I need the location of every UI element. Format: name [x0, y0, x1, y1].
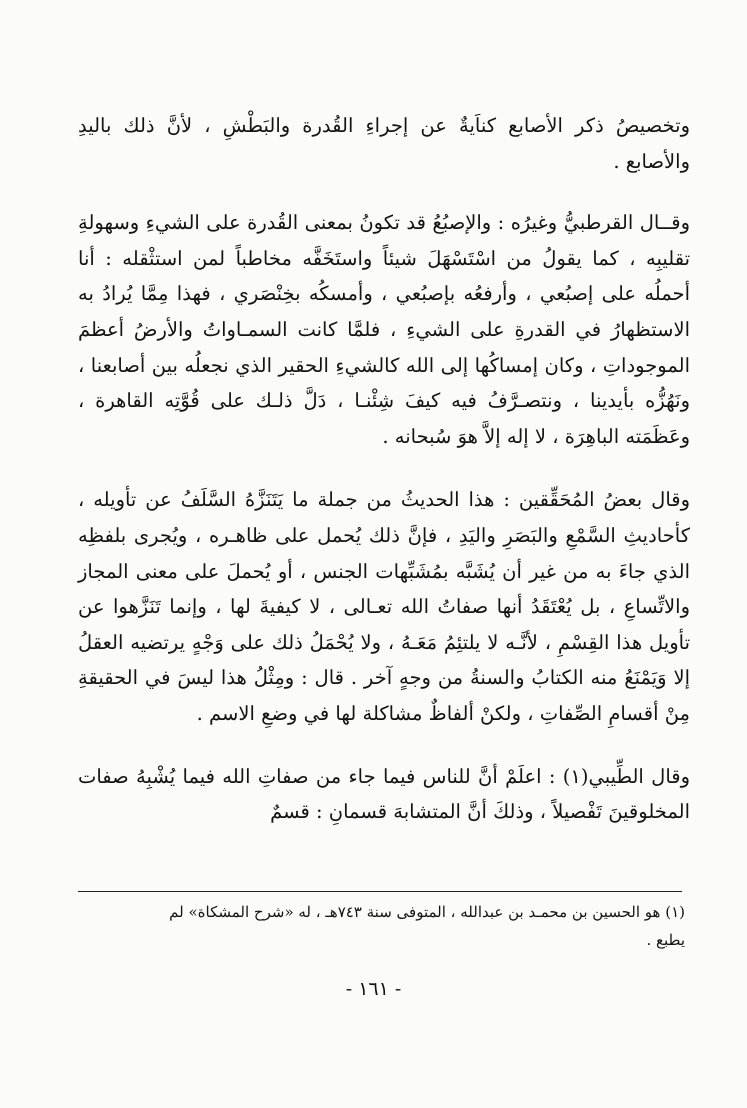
footnote-divider [78, 891, 682, 892]
paragraph-2: وقــال القرطبيُّ وغيرُه : والإصبُعُ قد تكونُ بمعنى القُدرة على الشيءِ وسهولةِ تقليبِه ، كما يقولُ من اسْتَسْهَلَ شيئاً واستَخَفَّه مخاطباً لمن استثْقله : أنا أحملُه على إصبُعي ، وأرفعُه بإصبُعي ، وأمسكُه بخِنْصَري ، فهذا مِمَّا يُرادُ به الاستظهارُ في القدرةِ على الشيءِ ، فلمَّا كانت السمـاواتُ والأرضُ أعظمَ الموجوداتِ ، وكان إمساكُها إلى الله كالشيءِ الحقير الذي نجعلُه بين أصابعنا ، ونَهُزُّه بأيدينا ، ونتصـرَّفُ فيه كيفَ شِئْنـا ، دَلَّ ذلـك على قُوَّتِه القاهرة ، وعَظَمَته الباهِرَة ، لا إله إلاَّ هوَ سُبحانه . [78, 211, 690, 448]
page-body [78, 108, 690, 830]
paragraph-1: وتخصيصُ ذكر الأصابع كناَيةٌ عن إجراءِ القُدرة والبَطْشِ ، لأنَّ ذلك باليدِ والأصابع . [78, 114, 690, 173]
page-number: - ١٦١ - [345, 978, 402, 1000]
paragraph-4: وقال الطِّيبي(١) : اعلَمْ أنَّ للناس فيما جاء من صفاتِ الله فيما يُشْبِهُ صفات المخلوقينَ تَفْصيلاً ، وذلكَ أنَّ المتشابهَ قسمانِ : قسمٌ [78, 764, 691, 824]
footnote: (١) هو الحسين بن محمـد بن عبدالله ، المتوفى سنة ٧٤٣هـ ، له «شرح المشكاة» لم يطبع . [169, 903, 685, 949]
paragraph-3: وقال بعضُ المُحَقِّقين : هذا الحديثُ من جملة ما يَتَنَزَّهُ السَّلَفُ عن تأويله ، كأحاديثِ السَّمْعِ والبَصَرِ واليَدِ ، فإنَّ ذلك يُحمل على ظاهـره ، ويُجرى بلفظِه الذي جاءَ به من غير أن يُشَبَّه بمُشَبِّهات الجنس ، أو يُحملَ على معنى المجاز والاتِّساعِ ، بل يُعْتَقَدُ أنها صفاتُ الله تعـالى ، لا كيفيةَ لها ، وإنما تَنَزَّهوا عن تأويل هذا القِسْمِ ، لأنَّـه لا يلتئِمُ مَعَـهُ ، ولا يُحْمَلُ ذلك على وَجْهٍ يرتضيه العقلُ إلا وَيَمْنَعُ منه الكتابُ والسنةُ من وجهٍ آخر . قال : ومِثْلُ هذا ليسَ في الحقيقةِ مِنْ أقسامِ الصِّفاتِ ، ولكنْ ألفاظٌ مشاكلة لها في وضعِ الاسم . [78, 488, 690, 725]
